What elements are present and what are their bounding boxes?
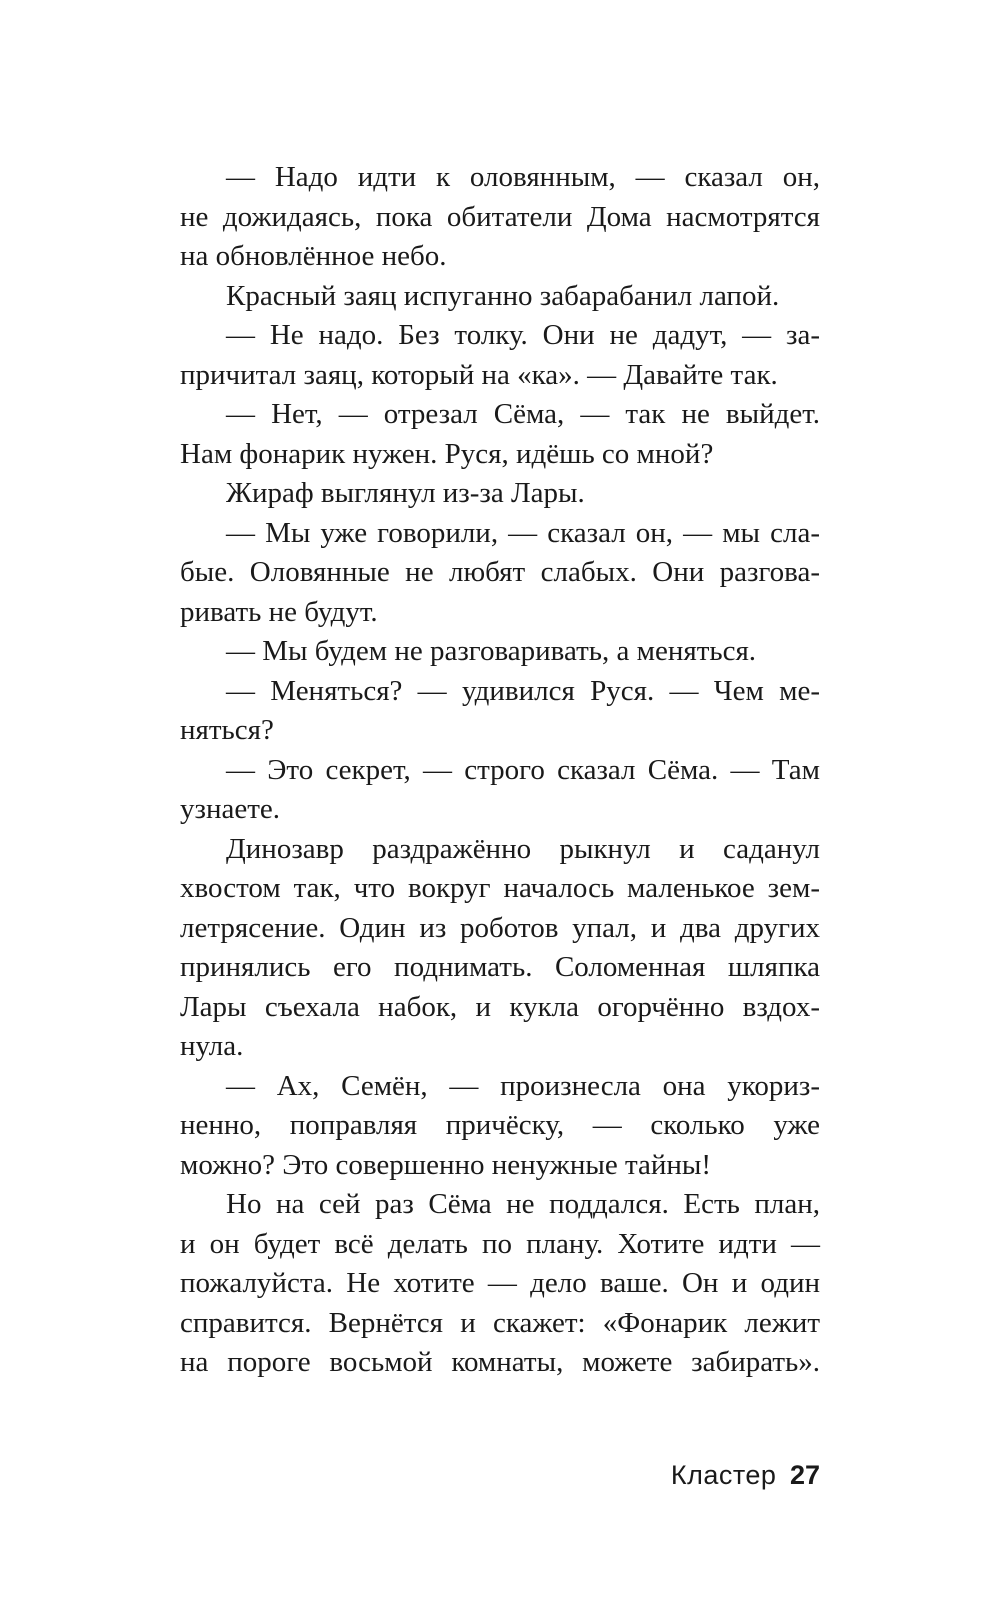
- text-line: хвостом так, что вокруг началось маленькое зем-: [180, 872, 820, 904]
- text-line: нула.: [180, 1030, 244, 1062]
- text-line: можно? Это совершенно ненужные тайны!: [180, 1148, 712, 1181]
- running-title: Кластер: [670, 1460, 777, 1490]
- text-line: Нам фонарик нужен. Руся, идёшь со мной?: [180, 437, 714, 470]
- text-line: — Нет, — отрезал Сёма, — так не выйдет.: [226, 398, 820, 430]
- text-line: — Не надо. Без толку. Они не дадут, — за-: [226, 319, 820, 351]
- text-line: — Меняться? — удивился Руся. — Чем ме-: [226, 674, 820, 707]
- text-line: Динозавр раздражённо рыкнул и саданул: [226, 832, 820, 865]
- text-line: — Ах, Семён, — произнесла она укориз-: [226, 1069, 820, 1102]
- text-line: пожалуйста. Не хотите — дело ваше. Он и один: [180, 1267, 820, 1299]
- text-line: ненно, поправляя причёску, — сколько уже: [180, 1109, 820, 1141]
- text-line: — Мы уже говорили, — сказал он, — мы сла-: [226, 516, 820, 549]
- text-line: Лары съехала набок, и кукла огорчённо вздох-: [180, 990, 820, 1023]
- text-line: ривать не будут.: [180, 595, 378, 628]
- page-footer: [671, 1460, 820, 1491]
- text-line: — Это секрет, — строго сказал Сёма. — Там: [226, 753, 820, 786]
- text-line: узнаете.: [180, 793, 281, 825]
- text-line: летрясение. Один из роботов упал, и два других: [180, 911, 820, 944]
- text-line: и он будет всё делать по плану. Хотите идти —: [180, 1227, 820, 1260]
- text-line: принялись его поднимать. Соломенная шляпка: [180, 951, 820, 983]
- text-line: няться?: [180, 714, 274, 746]
- text-line: причитал заяц, который на «ка». — Давайте так.: [180, 358, 778, 391]
- page-number: 27: [789, 1460, 820, 1490]
- text-line: Красный заяц испуганно забарабанил лапой.: [226, 279, 780, 312]
- text-line: — Надо идти к оловянным, — сказал он,: [226, 161, 820, 193]
- text-line: справится. Вернётся и скажет: «Фонарик лежит: [180, 1306, 820, 1339]
- text-line: — Мы будем не разговаривать, а меняться.: [226, 635, 757, 667]
- text-line: Жираф выглянул из-за Лары.: [226, 477, 585, 509]
- body-text: [180, 158, 820, 1383]
- text-line: на обновлённое небо.: [180, 240, 447, 272]
- text-line: не дожидаясь, пока обитатели Дома насмотрятся: [180, 200, 820, 233]
- text-line: бые. Оловянные не любят слабых. Они разгова-: [180, 556, 820, 588]
- text-line: Но на сей раз Сёма не поддался. Есть план,: [226, 1188, 820, 1220]
- text-line: на пороге восьмой комнаты, можете забирать».: [180, 1346, 820, 1378]
